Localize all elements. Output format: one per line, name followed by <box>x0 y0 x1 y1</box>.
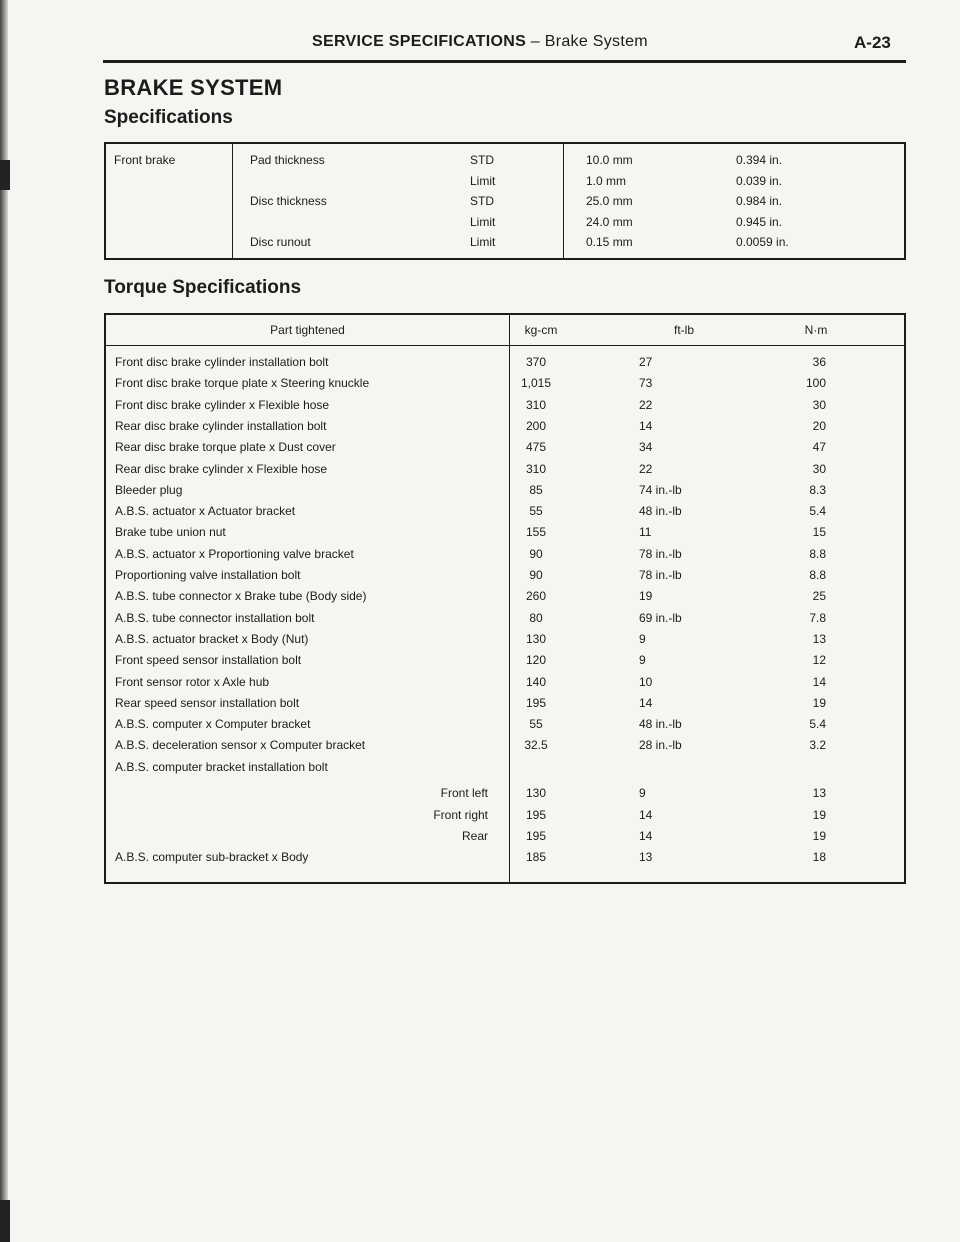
kgcm-value: 195 <box>525 807 547 822</box>
spec-item: Disc runout <box>250 235 311 249</box>
part-tightened: A.B.S. tube connector x Brake tube (Body side) <box>115 589 367 604</box>
kgcm-value: 185 <box>525 850 547 865</box>
part-subitem: Front right <box>433 807 488 822</box>
nm-value: 5.4 <box>809 504 826 519</box>
nm-value: 14 <box>812 674 826 689</box>
spec-inch-value: 0.945 in. <box>736 214 783 229</box>
part-tightened: Front speed sensor installation bolt <box>115 653 302 668</box>
ftlb-value: 19 <box>639 589 653 604</box>
part-subitem: Rear <box>461 828 488 843</box>
nm-value: 100 <box>805 376 826 391</box>
ftlb-value: 28 in.-lb <box>639 738 682 753</box>
header-rule <box>103 60 906 63</box>
ftlb-value: 14 <box>639 418 653 433</box>
ftlb-value: 11 <box>639 525 652 540</box>
nm-value: 8.8 <box>809 568 826 582</box>
ftlb-value: 48 in.-lb <box>639 504 682 519</box>
nm-value: 19 <box>812 695 826 710</box>
ftlb-value: 22 <box>639 461 653 476</box>
nm-value: 12 <box>812 653 826 668</box>
part-tightened: Rear disc brake torque plate x Dust cover <box>115 440 336 455</box>
spec-inch-value: 0.394 in. <box>736 153 783 167</box>
part-tightened: Brake tube union nut <box>115 525 226 540</box>
kgcm-value: 370 <box>525 355 547 369</box>
ftlb-value: 22 <box>639 397 653 412</box>
nm-value: 47 <box>812 440 826 455</box>
page-title: BRAKE SYSTEM <box>104 75 283 100</box>
part-tightened: A.B.S. computer sub-bracket x Body <box>115 850 309 865</box>
spec-item: Disc thickness <box>250 194 327 208</box>
nm-value: 30 <box>812 461 826 476</box>
kgcm-value: 85 <box>529 482 543 497</box>
nm-value: 13 <box>812 631 826 646</box>
specifications-table <box>104 142 906 260</box>
ftlb-value: 78 in.-lb <box>639 546 682 561</box>
nm-value: 18 <box>812 850 826 865</box>
col-header-kgcm: kg-cm <box>524 323 558 337</box>
part-tightened: Front disc brake cylinder x Flexible hose <box>115 397 330 412</box>
part-tightened: A.B.S. deceleration sensor x Computer bracket <box>115 738 366 753</box>
ftlb-value: 14 <box>639 828 653 843</box>
ftlb-value: 74 in.-lb <box>639 482 682 497</box>
part-tightened: A.B.S. actuator x Actuator bracket <box>115 504 296 519</box>
nm-value: 15 <box>812 525 826 540</box>
kgcm-value: 260 <box>525 589 547 604</box>
ftlb-value: 9 <box>639 653 646 668</box>
kgcm-value: 310 <box>525 461 547 476</box>
header-divider <box>106 345 904 346</box>
column-divider <box>563 144 564 258</box>
nm-value: 7.8 <box>809 610 826 625</box>
nm-value: 25 <box>812 589 826 604</box>
spec-type: Limit <box>470 235 496 249</box>
ftlb-value: 10 <box>639 674 653 689</box>
kgcm-value: 310 <box>525 397 547 412</box>
kgcm-value: 195 <box>525 695 547 710</box>
part-tightened: Front disc brake cylinder installation bolt <box>115 355 329 369</box>
col-header-part: Part tightened <box>270 323 345 337</box>
nm-value: 8.3 <box>809 482 826 497</box>
spec-type: Limit <box>470 173 496 188</box>
spec-type: STD <box>470 194 494 208</box>
part-tightened: Front sensor rotor x Axle hub <box>115 674 270 689</box>
part-tightened: Front disc brake torque plate x Steering knuckle <box>115 376 370 391</box>
spec-type: STD <box>470 153 494 167</box>
spec-metric-value: 10.0 mm <box>586 153 633 167</box>
part-tightened: A.B.S. computer x Computer bracket <box>115 717 311 732</box>
kgcm-value: 55 <box>529 504 543 519</box>
kgcm-value: 200 <box>525 418 547 433</box>
part-tightened: Proportioning valve installation bolt <box>115 568 301 582</box>
running-head-section: SERVICE SPECIFICATIONS <box>312 33 527 50</box>
nm-value: 8.8 <box>809 546 826 561</box>
spec-inch-value: 0.039 in. <box>736 173 783 188</box>
part-tightened: A.B.S. actuator x Proportioning valve bracket <box>115 546 354 561</box>
part-tightened: Rear disc brake cylinder x Flexible hose <box>115 461 328 476</box>
col-header-nm: N·m <box>804 323 828 337</box>
kgcm-value: 130 <box>525 631 547 646</box>
spec-metric-value: 0.15 mm <box>586 235 633 249</box>
ftlb-value: 9 <box>639 786 646 801</box>
spec-group-label: Front brake <box>114 153 176 167</box>
kgcm-value: 130 <box>525 786 547 801</box>
nm-value: 5.4 <box>809 717 826 732</box>
kgcm-value: 90 <box>529 546 543 561</box>
nm-value: 30 <box>812 397 826 412</box>
kgcm-value: 155 <box>525 525 547 540</box>
ftlb-value: 27 <box>639 355 653 369</box>
running-head <box>312 33 648 51</box>
part-tightened: A.B.S. actuator bracket x Body (Nut) <box>115 631 309 646</box>
ftlb-value: 34 <box>639 440 653 455</box>
kgcm-value: 120 <box>525 653 547 668</box>
specifications-heading: Specifications <box>104 107 233 128</box>
torque-table <box>104 313 906 884</box>
spec-metric-value: 25.0 mm <box>586 194 633 208</box>
kgcm-value: 32.5 <box>524 738 548 753</box>
part-tightened: Rear speed sensor installation bolt <box>115 695 300 710</box>
spec-inch-value: 0.0059 in. <box>736 235 789 249</box>
kgcm-value: 195 <box>525 828 547 843</box>
spec-metric-value: 24.0 mm <box>586 214 633 229</box>
kgcm-value: 90 <box>529 568 543 582</box>
ftlb-value: 9 <box>639 631 646 646</box>
spec-inch-value: 0.984 in. <box>736 194 783 208</box>
spec-type: Limit <box>470 214 496 229</box>
ftlb-value: 14 <box>639 695 653 710</box>
spec-item: Pad thickness <box>250 153 325 167</box>
running-head-subsection: – Brake System <box>526 33 648 50</box>
spec-metric-value: 1.0 mm <box>586 173 627 188</box>
nm-value: 20 <box>812 418 826 433</box>
kgcm-value: 1,015 <box>520 376 552 391</box>
ftlb-value: 13 <box>639 850 653 865</box>
ftlb-value: 69 in.-lb <box>639 610 682 625</box>
column-divider <box>232 144 233 258</box>
part-subitem: Front left <box>440 786 488 801</box>
part-tightened: Bleeder plug <box>115 482 183 497</box>
ftlb-value: 14 <box>639 807 653 822</box>
page-number: A-23 <box>854 33 891 52</box>
ftlb-value: 78 in.-lb <box>639 568 682 582</box>
kgcm-value: 55 <box>529 717 543 732</box>
nm-value: 19 <box>812 807 826 822</box>
part-tightened: A.B.S. tube connector installation bolt <box>115 610 315 625</box>
nm-value: 3.2 <box>809 738 826 753</box>
kgcm-value: 475 <box>525 440 547 455</box>
kgcm-value: 140 <box>525 674 547 689</box>
nm-value: 19 <box>812 828 826 843</box>
nm-value: 36 <box>812 355 826 369</box>
ftlb-value: 48 in.-lb <box>639 717 682 732</box>
col-header-ftlb: ft-lb <box>673 323 694 337</box>
part-tightened: A.B.S. computer bracket installation bolt <box>115 759 328 774</box>
ftlb-value: 73 <box>639 376 653 391</box>
page-edge-mark <box>0 160 10 190</box>
nm-value: 13 <box>812 786 826 801</box>
page-edge-mark <box>0 1200 10 1242</box>
part-tightened: Rear disc brake cylinder installation bolt <box>115 418 327 433</box>
kgcm-value: 80 <box>529 610 543 625</box>
torque-heading: Torque Specifications <box>104 277 302 298</box>
